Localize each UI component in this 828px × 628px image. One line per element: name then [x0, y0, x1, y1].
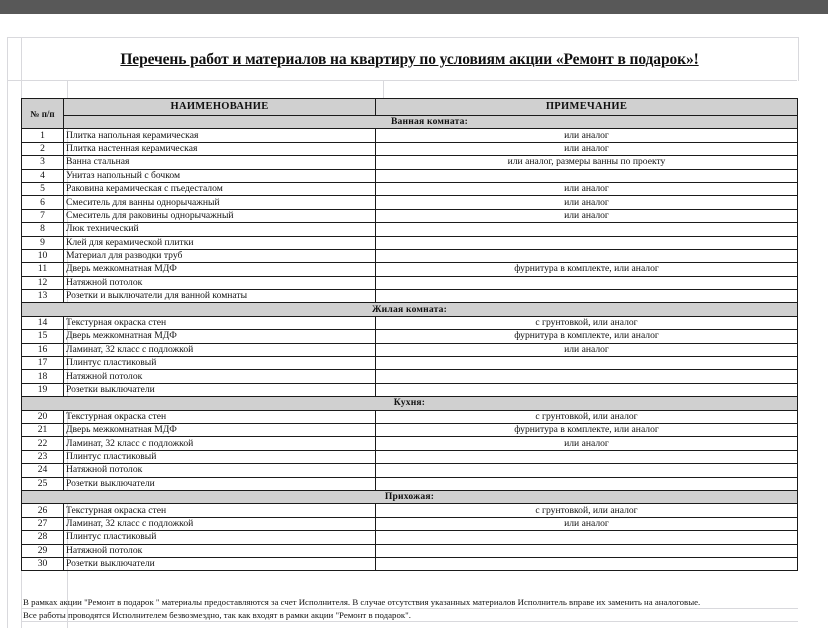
- cell-name[interactable]: Розетки выключатели: [64, 477, 376, 490]
- table-row: [22, 316, 798, 329]
- cell-note[interactable]: с грунтовкой, или аналог: [376, 316, 798, 329]
- cell-name[interactable]: Плитка настенная керамическая: [64, 142, 376, 155]
- cell-name[interactable]: Дверь межкомнатная МДФ: [64, 263, 376, 276]
- cell-note[interactable]: или аналог: [376, 182, 798, 195]
- cell-num[interactable]: 22: [22, 437, 64, 450]
- cell-num[interactable]: 25: [22, 477, 64, 490]
- cell-note[interactable]: или аналог: [376, 437, 798, 450]
- cell-note[interactable]: [376, 450, 798, 463]
- cell-note[interactable]: или аналог: [376, 196, 798, 209]
- table-row: [22, 410, 798, 423]
- cell-num[interactable]: 29: [22, 544, 64, 557]
- section-title[interactable]: Ванная комната:: [64, 116, 798, 129]
- table-row: [22, 209, 798, 222]
- gridline: [7, 37, 8, 628]
- cell-name[interactable]: Натяжной потолок: [64, 370, 376, 383]
- cell-note[interactable]: фурнитура в комплекте, или аналог: [376, 263, 798, 276]
- cell-num[interactable]: 9: [22, 236, 64, 249]
- cell-note[interactable]: или аналог: [376, 129, 798, 142]
- cell-note[interactable]: [376, 249, 798, 262]
- table-row: [22, 276, 798, 289]
- table-row: [22, 129, 798, 142]
- cell-name[interactable]: Смеситель для раковины однорычажный: [64, 209, 376, 222]
- cell-name[interactable]: Текстурная окраска стен: [64, 316, 376, 329]
- cell-note[interactable]: [376, 544, 798, 557]
- cell-name[interactable]: Текстурная окраска стен: [64, 410, 376, 423]
- cell-note[interactable]: [376, 236, 798, 249]
- cell-name[interactable]: Клей для керамической плитки: [64, 236, 376, 249]
- gridline: [383, 80, 384, 98]
- cell-note[interactable]: [376, 557, 798, 570]
- table-row: [22, 544, 798, 557]
- cell-num[interactable]: 23: [22, 450, 64, 463]
- cell-num[interactable]: 20: [22, 410, 64, 423]
- header-num[interactable]: № п/п: [22, 99, 64, 129]
- table-row: [22, 450, 798, 463]
- cell-name[interactable]: Дверь межкомнатная МДФ: [64, 423, 376, 436]
- cell-num[interactable]: 10: [22, 249, 64, 262]
- cell-num[interactable]: 3: [22, 156, 64, 169]
- cell-name[interactable]: Текстурная окраска стен: [64, 504, 376, 517]
- cell-name[interactable]: Ламинат, 32 класс с подложкой: [64, 343, 376, 356]
- table-row: [22, 196, 798, 209]
- cell-num[interactable]: 28: [22, 531, 64, 544]
- section-row: [22, 397, 798, 410]
- footer-note-free-works[interactable]: Все работы проводятся Исполнителем безвозмездно, так как входят в рамки акции "Ремонт в подарок".: [21, 609, 798, 622]
- cell-num[interactable]: 13: [22, 290, 64, 303]
- table-row: [22, 236, 798, 249]
- section-title[interactable]: Прихожая:: [22, 490, 798, 503]
- cell-name[interactable]: Смеситель для ванны однорычажный: [64, 196, 376, 209]
- cell-name[interactable]: Натяжной потолок: [64, 544, 376, 557]
- table-row: [22, 156, 798, 169]
- table-row: [22, 169, 798, 182]
- cell-num[interactable]: 17: [22, 357, 64, 370]
- cell-num[interactable]: 30: [22, 557, 64, 570]
- table-row: [22, 504, 798, 517]
- table-row: [22, 357, 798, 370]
- table-row: [22, 517, 798, 530]
- section-row: [22, 116, 798, 129]
- section-row: [22, 490, 798, 503]
- cell-note[interactable]: [376, 276, 798, 289]
- cell-note[interactable]: с грунтовкой, или аналог: [376, 410, 798, 423]
- cell-num[interactable]: 27: [22, 517, 64, 530]
- cell-note[interactable]: [376, 290, 798, 303]
- section-title[interactable]: Жилая комната:: [22, 303, 798, 316]
- table-row: [22, 290, 798, 303]
- cell-note[interactable]: или аналог: [376, 343, 798, 356]
- cell-note[interactable]: [376, 357, 798, 370]
- spreadsheet-sheet: [7, 37, 797, 628]
- works-materials-table: [21, 98, 798, 571]
- table-row: [22, 330, 798, 343]
- cell-name[interactable]: Унитаз напольный с бочком: [64, 169, 376, 182]
- table-row: [22, 464, 798, 477]
- cell-name[interactable]: Ванна стальная: [64, 156, 376, 169]
- cell-name[interactable]: Материал для разводки труб: [64, 249, 376, 262]
- table-row: [22, 383, 798, 396]
- cell-name[interactable]: Плинтус пластиковый: [64, 531, 376, 544]
- cell-note[interactable]: фурнитура в комплекте, или аналог: [376, 330, 798, 343]
- cell-name[interactable]: Плинтус пластиковый: [64, 357, 376, 370]
- cell-num[interactable]: 18: [22, 370, 64, 383]
- cell-num[interactable]: 4: [22, 169, 64, 182]
- cell-num[interactable]: 19: [22, 383, 64, 396]
- cell-num[interactable]: 24: [22, 464, 64, 477]
- cell-name[interactable]: Дверь межкомнатная МДФ: [64, 330, 376, 343]
- cell-note[interactable]: [376, 370, 798, 383]
- cell-note[interactable]: [376, 383, 798, 396]
- cell-num[interactable]: 6: [22, 196, 64, 209]
- cell-name[interactable]: Люк технический: [64, 223, 376, 236]
- cell-note[interactable]: [376, 223, 798, 236]
- cell-name[interactable]: Ламинат, 32 класс с подложкой: [64, 437, 376, 450]
- cell-name[interactable]: Розетки выключатели: [64, 557, 376, 570]
- table-row: [22, 249, 798, 262]
- cell-note[interactable]: или аналог, размеры ванны по проекту: [376, 156, 798, 169]
- cell-name[interactable]: Розетки и выключатели для ванной комнаты: [64, 290, 376, 303]
- cell-name[interactable]: Плинтус пластиковый: [64, 450, 376, 463]
- table-row: [22, 223, 798, 236]
- cell-note[interactable]: фурнитура в комплекте, или аналог: [376, 423, 798, 436]
- cell-num[interactable]: 11: [22, 263, 64, 276]
- table-row: [22, 370, 798, 383]
- table-row: [22, 263, 798, 276]
- cell-note[interactable]: или аналог: [376, 517, 798, 530]
- cell-note[interactable]: [376, 464, 798, 477]
- cell-name[interactable]: Натяжной потолок: [64, 276, 376, 289]
- table-row: [22, 343, 798, 356]
- cell-note[interactable]: или аналог: [376, 142, 798, 155]
- table-row: [22, 142, 798, 155]
- header-note[interactable]: ПРИМЕЧАНИЕ: [376, 99, 798, 116]
- cell-num[interactable]: 1: [22, 129, 64, 142]
- cell-name[interactable]: Раковина керамическая с пъедесталом: [64, 182, 376, 195]
- cell-name[interactable]: Натяжной потолок: [64, 464, 376, 477]
- footer-note-materials[interactable]: В рамках акции "Ремонт в подарок " материалы предоставляются за счет Исполнителя. В случае отсутствия указанных материалов Исполнитель вправе их заменить на аналоговые.: [21, 596, 798, 609]
- cell-name[interactable]: Плитка напольная керамическая: [64, 129, 376, 142]
- table-row: [22, 557, 798, 570]
- cell-num[interactable]: 2: [22, 142, 64, 155]
- cell-note[interactable]: с грунтовкой, или аналог: [376, 504, 798, 517]
- top-toolbar-bar: [0, 0, 828, 14]
- cell-note[interactable]: [376, 477, 798, 490]
- cell-num[interactable]: 12: [22, 276, 64, 289]
- cell-num[interactable]: 26: [22, 504, 64, 517]
- table-row: [22, 182, 798, 195]
- cell-note[interactable]: [376, 531, 798, 544]
- section-title[interactable]: Кухня:: [22, 397, 798, 410]
- title-cell[interactable]: [21, 37, 799, 81]
- table-row: [22, 437, 798, 450]
- table-row: [22, 531, 798, 544]
- page-title: Перечень работ и материалов на квартиру по условиям акции «Ремонт в подарок»!: [120, 51, 699, 68]
- cell-num[interactable]: 8: [22, 223, 64, 236]
- cell-num[interactable]: 21: [22, 423, 64, 436]
- table-row: [22, 477, 798, 490]
- cell-name[interactable]: Розетки выключатели: [64, 383, 376, 396]
- cell-num[interactable]: 16: [22, 343, 64, 356]
- header-row: [22, 99, 798, 116]
- cell-num[interactable]: 5: [22, 182, 64, 195]
- cell-note[interactable]: [376, 169, 798, 182]
- cell-num[interactable]: 14: [22, 316, 64, 329]
- table-row: [22, 423, 798, 436]
- cell-num[interactable]: 7: [22, 209, 64, 222]
- cell-note[interactable]: или аналог: [376, 209, 798, 222]
- cell-num[interactable]: 15: [22, 330, 64, 343]
- cell-name[interactable]: Ламинат, 32 класс с подложкой: [64, 517, 376, 530]
- header-name[interactable]: НАИМЕНОВАНИЕ: [64, 99, 376, 116]
- section-row: [22, 303, 798, 316]
